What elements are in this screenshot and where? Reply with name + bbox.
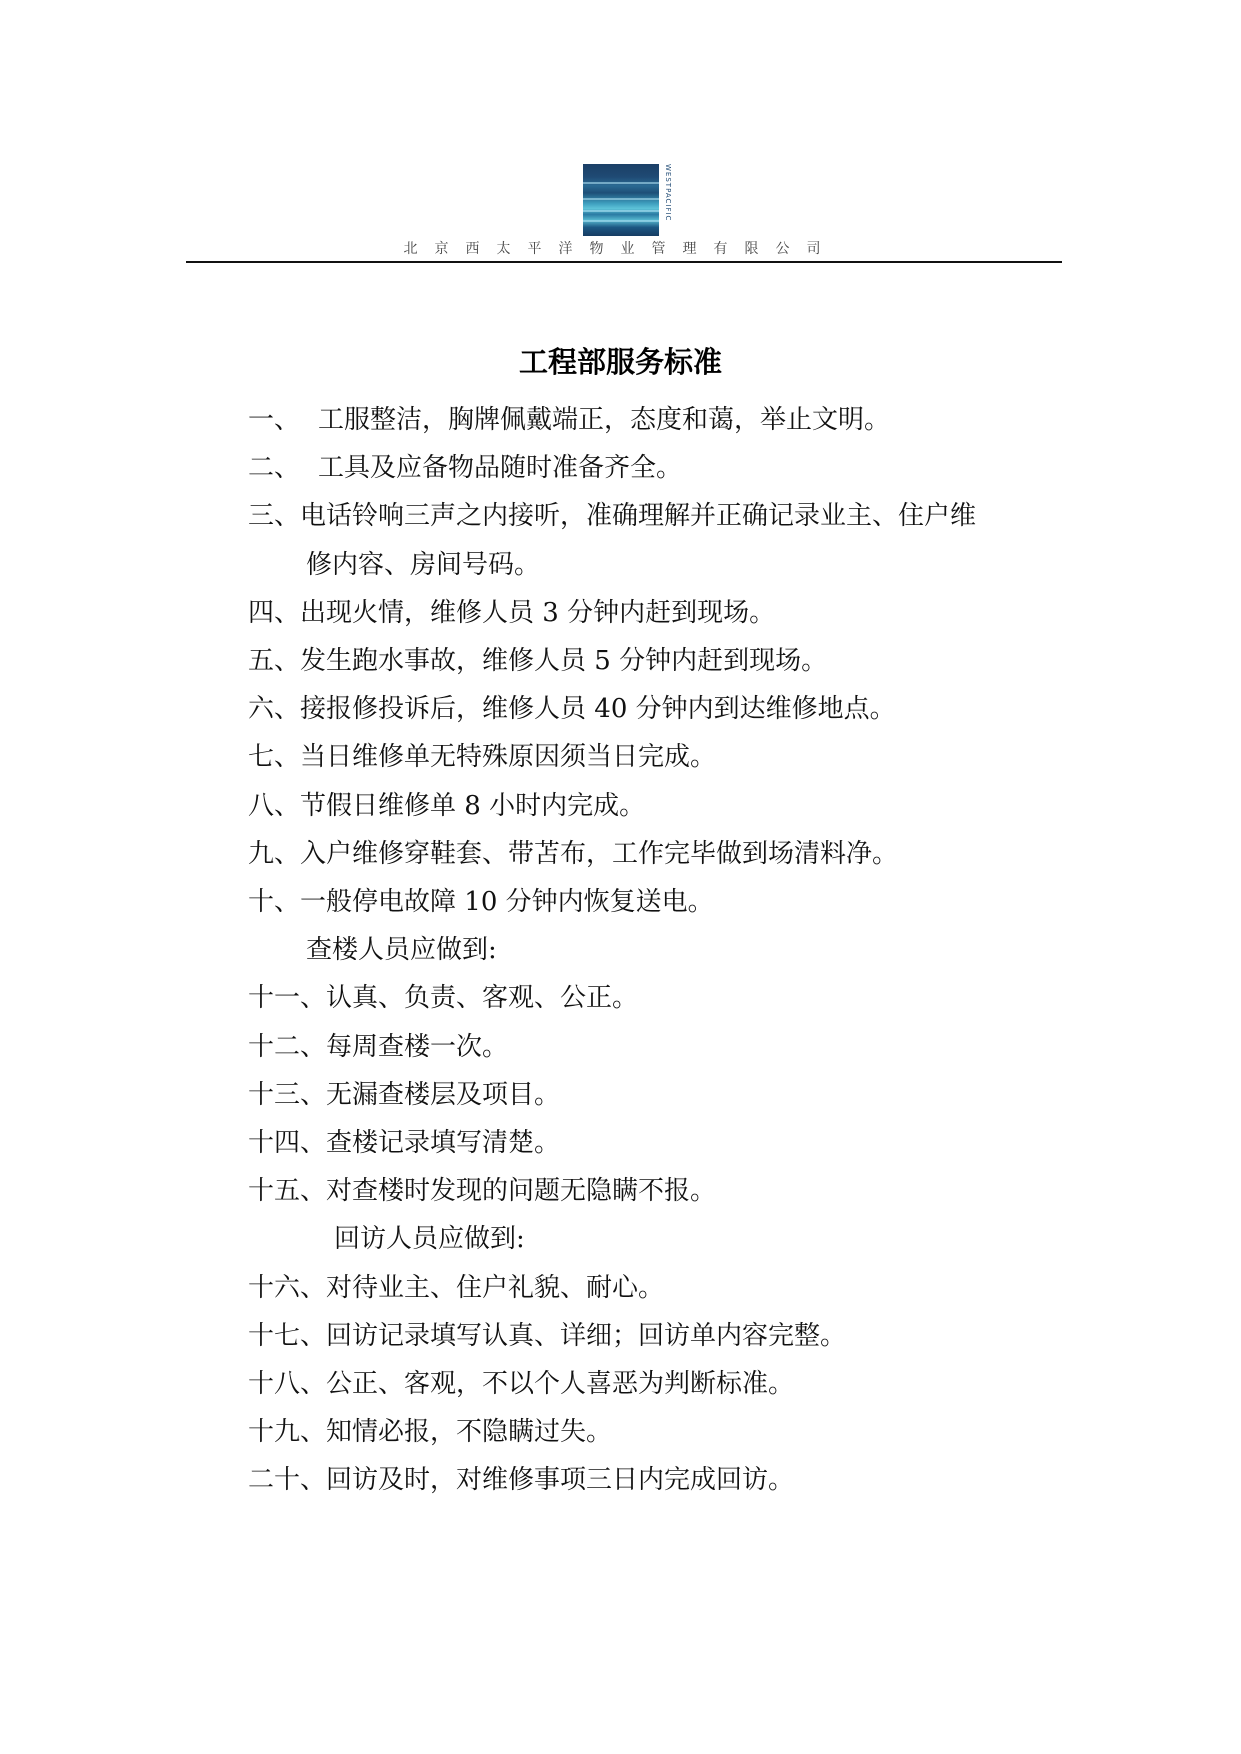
list-item — [248, 974, 1078, 1022]
item-number: 十二、 — [248, 1031, 327, 1062]
standards-list — [248, 396, 1078, 1505]
list-item — [248, 1023, 1078, 1071]
list-item — [248, 492, 1078, 540]
item-number: 三、 — [248, 501, 301, 532]
item-text: 工服整洁，胸牌佩戴端正，态度和蔼，举止文明。 — [318, 405, 891, 435]
list-item — [248, 878, 1078, 926]
list-item — [248, 1119, 1078, 1167]
item-text: 修内容、房间号码。 — [306, 549, 541, 580]
item-number: 十九、 — [248, 1417, 327, 1448]
item-text: 当日维修单无特殊原因须当日完成。 — [300, 742, 717, 773]
header-divider — [186, 261, 1062, 263]
item-number: 十七、 — [248, 1320, 327, 1351]
section-heading — [248, 1215, 1078, 1263]
list-item — [248, 1456, 1078, 1504]
item-text: 对查楼时发现的问题无隐瞒不报。 — [326, 1176, 717, 1207]
item-number: 十六、 — [248, 1272, 327, 1303]
item-text: 知情必报，不隐瞒过失。 — [326, 1417, 613, 1448]
list-item — [248, 685, 1078, 733]
section-heading-text: 回访人员应做到: — [334, 1224, 525, 1255]
item-number: 一、 — [248, 405, 301, 435]
logo-stripe — [583, 182, 659, 184]
item-number: 十四、 — [248, 1128, 327, 1159]
document-title: 工程部服务标准 — [518, 345, 722, 379]
list-item — [248, 1408, 1078, 1456]
logo-stripe — [583, 198, 659, 200]
item-number: 十、 — [248, 887, 301, 918]
list-item — [248, 589, 1078, 637]
item-text: 接报修投诉后，维修人员 40 分钟内到达维修地点。 — [300, 694, 896, 725]
item-text: 无漏查楼层及项目。 — [326, 1079, 561, 1110]
list-item — [248, 1167, 1078, 1215]
item-number: 十一、 — [248, 983, 327, 1014]
item-number: 五、 — [248, 646, 301, 677]
section-heading — [248, 926, 1078, 974]
logo-stripe — [583, 210, 659, 212]
item-text: 对待业主、住户礼貌、耐心。 — [326, 1272, 665, 1303]
item-number: 十八、 — [248, 1369, 327, 1400]
list-item — [248, 1264, 1078, 1312]
page-header — [0, 0, 1241, 270]
item-text: 入户维修穿鞋套、带苫布，工作完毕做到场清料净。 — [300, 838, 899, 869]
item-text: 认真、负责、客观、公正。 — [326, 983, 639, 1014]
list-item — [248, 637, 1078, 685]
item-number: 十五、 — [248, 1176, 327, 1207]
item-number: 七、 — [248, 742, 301, 773]
item-number: 八、 — [248, 790, 301, 821]
item-text: 电话铃响三声之内接听，准确理解并正确记录业主、住户维 — [300, 501, 977, 532]
company-logo — [583, 164, 659, 236]
list-item — [248, 830, 1078, 878]
item-number: 二、 — [248, 453, 301, 484]
item-text: 工具及应备物品随时准备齐全。 — [318, 453, 683, 484]
item-number: 四、 — [248, 597, 301, 628]
item-text: 一般停电故障 10 分钟内恢复送电。 — [300, 887, 714, 918]
list-item — [248, 733, 1078, 781]
item-number: 六、 — [248, 694, 301, 725]
list-item — [248, 444, 1078, 492]
item-text: 回访记录填写认真、详细；回访单内容完整。 — [326, 1320, 847, 1351]
section-heading-text: 查楼人员应做到: — [306, 935, 497, 966]
company-name: 北京西太平洋物业管理有限公司 — [403, 241, 838, 257]
list-item — [248, 1360, 1078, 1408]
item-number: 二十、 — [248, 1465, 327, 1496]
list-item — [248, 782, 1078, 830]
item-text: 公正、客观，不以个人喜恶为判断标准。 — [326, 1369, 795, 1400]
item-text: 节假日维修单 8 小时内完成。 — [300, 790, 646, 821]
item-text: 出现火情，维修人员 3 分钟内赶到现场。 — [300, 597, 776, 628]
list-item — [248, 1312, 1078, 1360]
list-item — [248, 1071, 1078, 1119]
item-number: 十三、 — [248, 1079, 327, 1110]
list-item — [248, 396, 1078, 444]
item-text: 每周查楼一次。 — [326, 1031, 509, 1062]
item-text: 回访及时，对维修事项三日内完成回访。 — [326, 1465, 795, 1496]
item-number: 九、 — [248, 838, 301, 869]
logo-stripe — [583, 220, 659, 222]
item-text: 发生跑水事故，维修人员 5 分钟内赶到现场。 — [300, 646, 828, 677]
logo-wordmark: WESTPACIFIC — [664, 164, 672, 222]
list-item-continuation — [248, 541, 1078, 589]
item-text: 查楼记录填写清楚。 — [326, 1128, 561, 1159]
